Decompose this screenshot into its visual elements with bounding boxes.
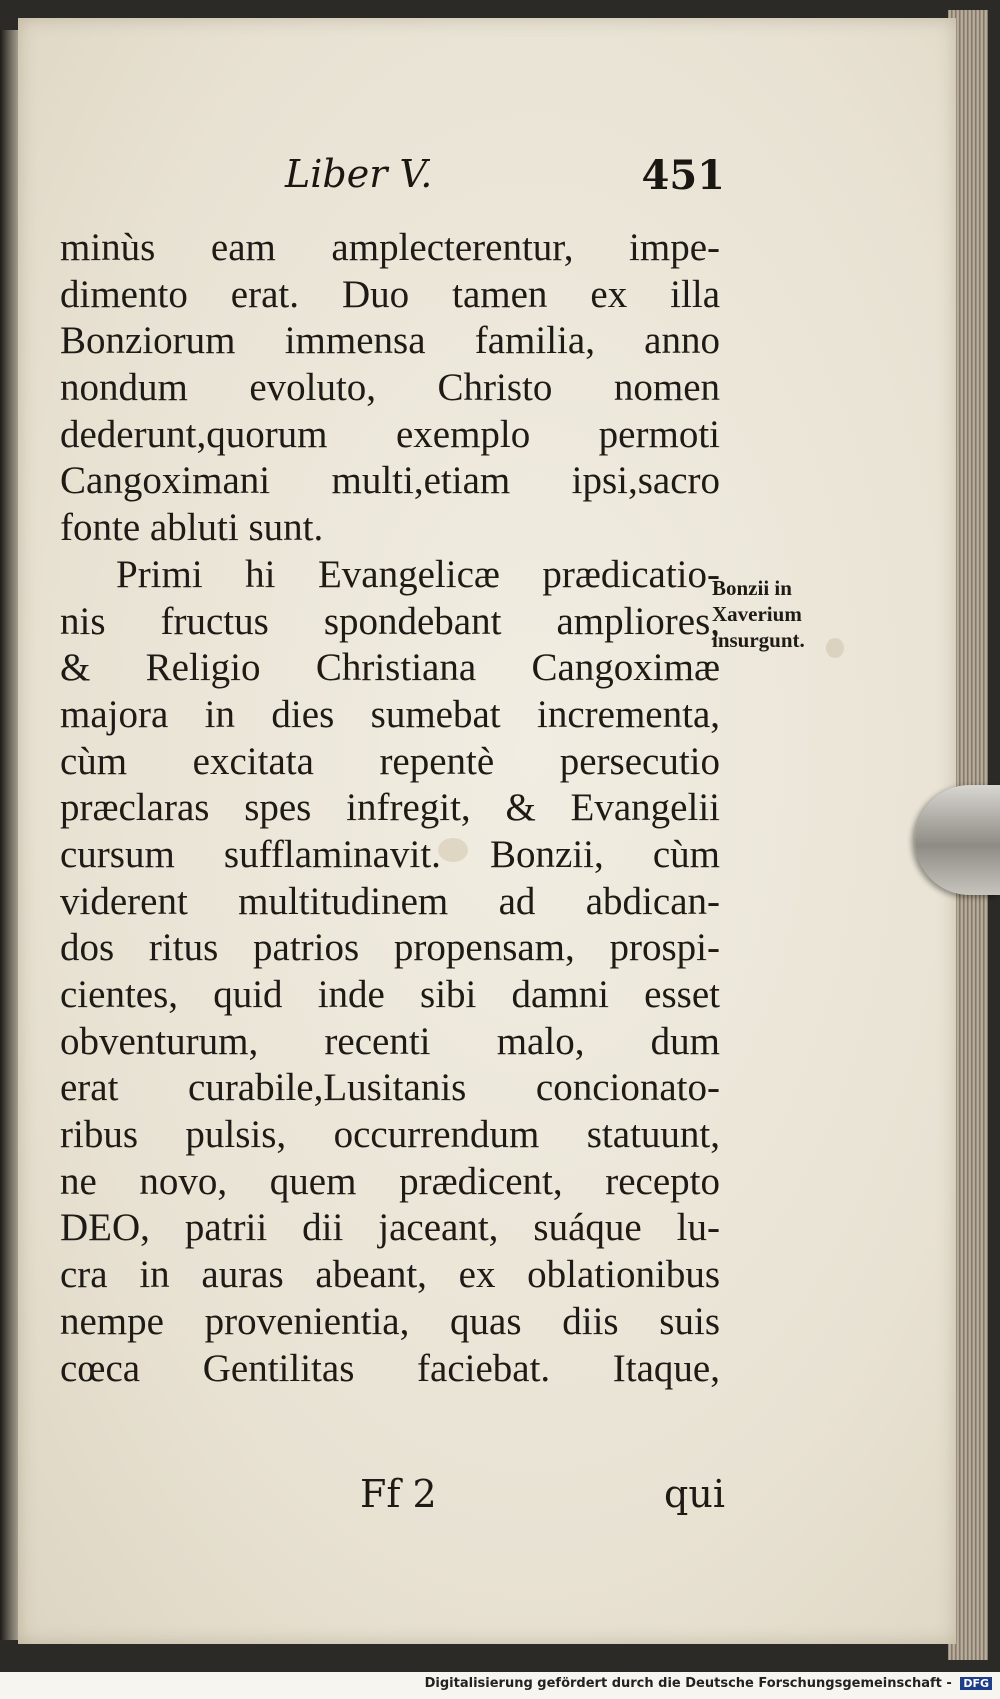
running-head: Liber V. xyxy=(285,152,433,196)
text-line: majora in dies sumebat incrementa, xyxy=(60,692,720,736)
text-line: Cangoximani multi,etiam ipsi,sacro xyxy=(60,459,720,503)
text-line: dimento erat. Duo tamen ex illa xyxy=(60,272,720,316)
marginal-note-line: Bonzii in xyxy=(712,576,792,600)
body-text xyxy=(60,225,720,1392)
text-line: Bonziorum immensa familia, anno xyxy=(60,319,720,363)
text-line: dederunt,quorum exemplo permoti xyxy=(60,412,720,456)
text-line: & Religio Christiana Cangoximæ xyxy=(60,646,720,690)
text-line: erat curabile,Lusitanis concionato- xyxy=(60,1066,720,1110)
text-line: nondum evoluto, Christo nomen xyxy=(60,366,720,410)
text-line: cœca Gentilitas faciebat. Itaque, xyxy=(60,1346,720,1390)
dfg-logo: DFG xyxy=(960,1677,992,1690)
text-line: Primi hi Evangelicæ prædicatio- xyxy=(116,552,720,596)
text-line: fonte abluti sunt. xyxy=(60,506,324,550)
text-line: minùs eam amplecterentur, impe- xyxy=(60,226,720,269)
marginal-note-line: insurgunt. xyxy=(712,628,805,652)
text-line: DEO, patrii dii jaceant, suáque lu- xyxy=(60,1206,720,1250)
credit-text xyxy=(425,1676,992,1691)
text-line: præclaras spes infregit, & Evangelii xyxy=(60,786,720,830)
page-footer xyxy=(360,1472,725,1522)
page-number: 451 xyxy=(641,152,725,199)
credit-bar xyxy=(0,1672,1000,1699)
text-line: cientes, quid inde sibi damni esset xyxy=(60,973,720,1016)
marginal-note-line: Xaverium xyxy=(712,602,802,626)
text-line: dos ritus patrios propensam, prospi- xyxy=(60,926,720,970)
signature-mark: Ff 2 xyxy=(360,1472,437,1516)
text-line: nempe provenientia, quas diis suis xyxy=(60,1299,720,1343)
credit-label: Digitalisierung gefördert durch die Deutsche Forschungsgemeinschaft - xyxy=(424,1676,952,1691)
text-line: ne novo, quem prædicent, recepto xyxy=(60,1159,720,1203)
page-header xyxy=(285,152,725,202)
text-line: ribus pulsis, occurrendum statuunt, xyxy=(60,1113,720,1157)
text-line: nis fructus spondebant ampliores, xyxy=(60,599,720,643)
text-line: obventurum, recenti malo, dum xyxy=(60,1019,720,1063)
text-line: viderent multitudinem ad abdican- xyxy=(60,879,720,923)
marginal-note xyxy=(712,575,862,653)
text-line: cra in auras abeant, ex oblationibus xyxy=(60,1253,720,1297)
catchword: qui xyxy=(664,1472,725,1516)
text-line: cursum sufflaminavit. Bonzii, cùm xyxy=(60,832,720,876)
text-line: cùm excitata repentè persecutio xyxy=(60,739,720,783)
